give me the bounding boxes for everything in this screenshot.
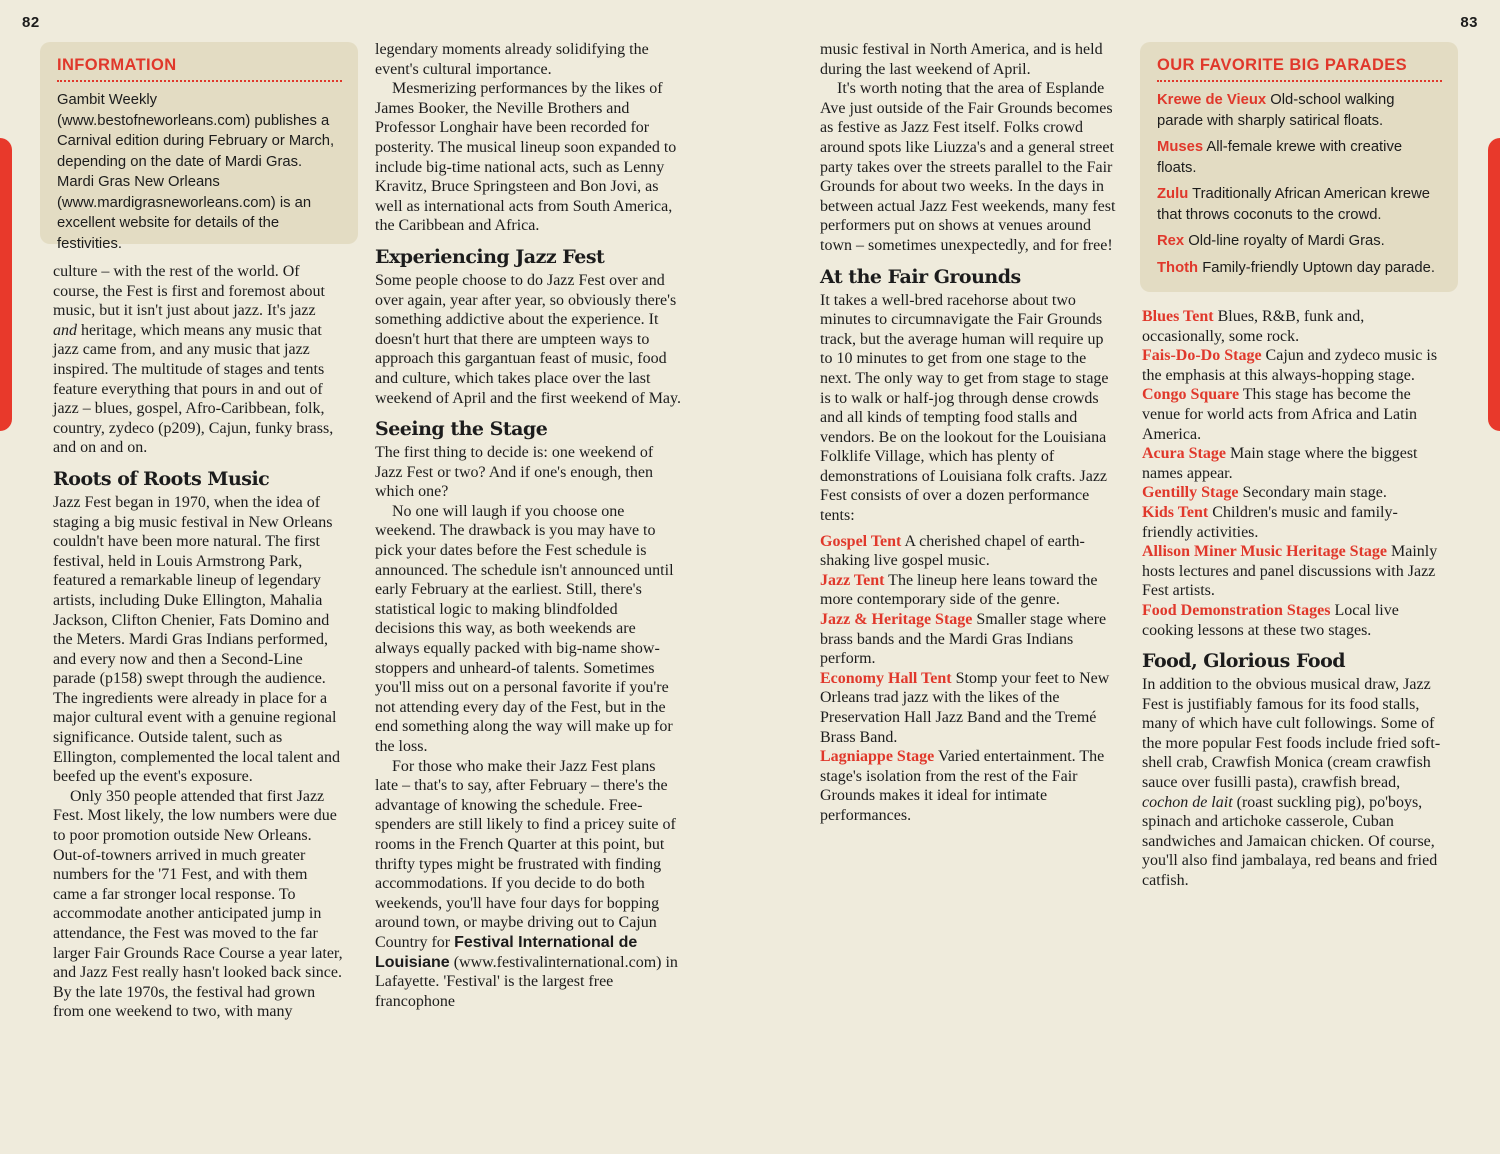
festival-international-name: Festival International de Louisiane [375,933,638,971]
stage-item [820,532,1118,571]
parade-item [1157,231,1442,252]
col2-paragraph-4: The first thing to decide is: one weekend of Jazz Fest or two? And if one's enough, then which one? [375,444,654,501]
stage-desc: Main stage where the biggest names appear. [1142,445,1418,482]
stage-desc: Cajun and zydeco music is the emphasis at this always-hopping stage. [1142,347,1438,384]
stage-desc: Mainly hosts lectures and panel discussions with Jazz Fest artists. [1142,543,1438,600]
col2-paragraph-1: legendary moments already solidifying the event's cultural importance. [375,41,649,78]
parade-item [1157,90,1442,131]
col2-p6-end: (www.festivalinternational.com) in Lafayette. 'Festival' is the largest free francophone [375,953,678,1010]
col2-paragraph-5: No one will laugh if you choose one weekend. The drawback is you may have to pick your dates before the Fest schedule is announced. The schedule isn't announced until early February at the earliest. Still, there's statistical logic to making blindfolded decisions this way, as both weekends are always equally packed with big-name show-stoppers and unheard-of talents. Sometimes you'll miss out on a personal favorite if you're not attending every day of the Fest, but in the end something along the way will make up for the loss. [375,502,674,755]
stage-item [1142,601,1444,640]
parade-name: Rex [1157,233,1185,249]
stage-desc: A cherished chapel of earth-shaking live gospel music. [820,532,1085,570]
parade-name: Thoth [1157,259,1199,276]
column-3 [820,40,1118,826]
parade-item [1157,258,1442,279]
information-box-title: INFORMATION [57,56,342,82]
col1-p1-emphasis: and [53,321,77,339]
left-edge-tab [0,138,12,431]
stage-desc: Blues, R&B, funk and, occasionally, some rock. [1142,308,1365,345]
right-edge-tab [1488,138,1500,431]
heading-roots-of-roots-music: Roots of Roots Music [53,467,270,490]
stage-desc: Varied entertainment. The stage's isolation from the rest of the Fair Grounds makes it ideal for intimate performances. [820,748,1105,824]
stage-name: Economy Hall Tent [820,669,952,687]
stage-item [1142,542,1444,601]
stage-desc: This stage has become the venue for world acts from Africa and Latin America. [1142,386,1418,443]
col1-paragraph-3: Only 350 people attended that first Jazz Fest. Most likely, the low numbers were due to poor promotion outside New Orleans. Out-of-towners arrived in much greater numbers for the '71 Fest, and with them came a far stronger local response. To accommodate another anticipated jump in attendance, the Fest was moved to the far larger Fair Grounds Race Course a year later, and Jazz Fest really hasn't looked back since. By the late 1970s, the festival had grown from one weekend to two, with many [53,787,343,1021]
stage-name: Lagniappe Stage [820,748,935,766]
stage-item [1142,346,1444,385]
stage-name: Gentilly Stage [1142,484,1239,502]
stage-item [1142,503,1444,542]
stage-desc: Smaller stage where brass bands and the Mardi Gras Indians perform. [820,611,1107,668]
heading-at-the-fair-grounds: At the Fair Grounds [820,265,1021,288]
stage-desc: Secondary main stage. [1238,484,1387,502]
heading-food-glorious-food: Food, Glorious Food [1142,650,1346,673]
information-box-text: Gambit Weekly (www.bestofneworleans.com) publishes a Carnival edition during February or March, depending on the date of Mardi Gras. Mardi Gras New Orleans (www.mardigrasneworleans.com) is an excellent website for details of the festivities. [57,92,335,252]
stage-item [820,610,1118,669]
parade-name: Muses [1157,139,1204,155]
stage-name: Jazz Tent [820,571,885,589]
parade-name: Krewe de Vieux [1157,92,1267,108]
stage-name: Blues Tent [1142,308,1214,325]
stage-item [1142,483,1444,503]
parade-desc: Old-line royalty of Mardi Gras. [1184,233,1385,249]
column-1 [53,262,343,1022]
page-number-right: 83 [1460,14,1478,31]
stage-name: Acura Stage [1142,445,1226,463]
parade-desc: Old-school walking parade with sharply satirical floats. [1157,92,1395,129]
col2-p6-text: For those who make their Jazz Fest plans late – that's to say, after February – there's the advantage of knowing the schedule. Free-spenders are still likely to find a pricey suite of rooms in the French Quarter at this point, but thrifty types might be frustrated with finding accommodations. If you decide to do both weekends, you'll have four days for bopping around town, or maybe driving out to Cajun Country for [375,757,676,951]
stage-item [820,747,1118,825]
stage-desc: Children's music and family-friendly activities. [1142,503,1398,541]
col2-paragraph-6 [375,757,681,1012]
stage-item [820,669,1118,747]
stage-name: Allison Miner Music Heritage Stage [1142,543,1387,561]
parade-desc: Family-friendly Uptown day parade. [1198,259,1435,276]
col3-paragraph-2: It's worth noting that the area of Esplande Ave just outside of the Fair Grounds becomes as festive as Jazz Fest itself. Folks crowd around spots like Liuzza's and a general street party takes over the streets parallel to the Fair Grounds for about two weeks. In the days in between actual Jazz Fest weekends, many fest performers put on shows at venues around town – sometimes unexpectedly, and for free! [820,80,1116,254]
stage-item [1142,444,1444,483]
stage-name: Congo Square [1142,386,1240,404]
parade-item [1157,137,1442,178]
parade-item [1157,184,1442,225]
stage-name: Food Demonstration Stages [1142,601,1331,619]
column-4 [1142,307,1444,891]
stage-name: Jazz & Heritage Stage [820,611,973,629]
col2-paragraph-3: Some people choose to do Jazz Fest over and over again, year after year, so obviously there's something addictive about the experience. It doesn't hurt that there are umpteen ways to approach this gargantuan feast of music, food and culture, which takes place over the last weekend of April and the first weekend of May. [375,271,681,407]
column-2 [375,40,681,1011]
col1-p1-end: heritage, which means any music that jazz came from, and any music that jazz inspired. The multitude of stages and tents feature everything that pours in and out of jazz – blues, gospel, Afro-Caribbean, folk, country, zydeco (p209), Cajun, funky brass, and on and on. [53,321,334,457]
heading-experiencing-jazz-fest: Experiencing Jazz Fest [375,245,605,268]
col2-paragraph-2: Mesmerizing performances by the likes of James Booker, the Neville Brothers and Professor Longhair have been recorded for posterity. The musical lineup soon expanded to include big-time national acts, such as Lenny Kravitz, Bruce Springsteen and Bon Jovi, as well as international acts from South America, the Caribbean and Africa. [375,80,677,235]
col4-p1-emphasis: cochon de lait [1142,793,1233,811]
parade-name: Zulu [1157,186,1189,202]
col1-p1-text: culture – with the rest of the world. Of course, the Fest is first and foremost about music, but it isn't just about jazz. It's jazz [53,263,325,320]
col1-paragraph-1 [53,262,343,458]
stage-desc: Local live cooking lessons at these two stages. [1142,601,1399,639]
parade-desc: All-female krewe with creative floats. [1157,139,1403,176]
col3-paragraph-1: music festival in North America, and is held during the last weekend of April. [820,41,1103,78]
col4-p1-text: In addition to the obvious musical draw, Jazz Fest is justifiably famous for its food stalls, many of which have cult followings. Some of the more popular Fest foods include fried soft-shell crab, Crawfish Monica (cream crawfish sauce over fusilli pasta), crawfish bread, [1142,676,1441,792]
col4-paragraph-1 [1142,675,1444,891]
favorite-parades-box [1140,42,1458,292]
stage-item [1142,385,1444,444]
stage-item [820,571,1118,610]
stage-desc: The lineup here leans toward the more contemporary side of the genre. [820,571,1098,609]
heading-seeing-the-stage: Seeing the Stage [375,418,548,441]
col4-p1-end: (roast suckling pig), po'boys, spinach and artichoke casserole, Cuban sandwiches and Jamaican chicken. Of course, you'll also find jambalaya, red beans and fried catfish. [1142,793,1438,890]
information-box [40,42,358,252]
parades-box-title: OUR FAVORITE BIG PARADES [1157,56,1442,82]
stage-desc: Stomp your feet to New Orleans trad jazz with the likes of the Preservation Hall Jazz Band and the Tremé Brass Band. [820,669,1110,746]
stage-name: Gospel Tent [820,532,902,550]
stage-item [1142,307,1444,346]
col3-paragraph-3: It takes a well-bred racehorse about two minutes to circumnavigate the Fair Grounds track, but the average human will require up to 10 minutes to get from one stage to the next. The only way to get from stage to stage is to walk or half-jog through dense crowds and all kinds of tempting food stalls and vendors. Be on the lookout for the Louisiana Folklife Village, which has plenty of demonstrations of Louisiana folk crafts. Jazz Fest consists of over a dozen performance tents: [820,291,1109,525]
stage-name: Kids Tent [1142,503,1209,521]
page-number-left: 82 [22,14,40,31]
col1-paragraph-2: Jazz Fest began in 1970, when the idea of staging a big music festival in New Orleans couldn't have been more natural. The first festival, held in Louis Armstrong Park, featured a remarkable lineup of legendary artists, including Duke Ellington, Mahalia Jackson, Clifton Chenier, Fats Domino and the Meters. Mardi Gras Indians performed, and every now and then a Second-Line parade (p158) swept through the audience. The ingredients were already in place for a major cultural event with a genuine regional significance. Outside talent, such as Ellington, complemented the local talent and beefed up the event's exposure. [53,493,341,786]
parade-desc: Traditionally African American krewe that throws coconuts to the crowd. [1157,186,1431,223]
stage-name: Fais-Do-Do Stage [1142,347,1262,365]
